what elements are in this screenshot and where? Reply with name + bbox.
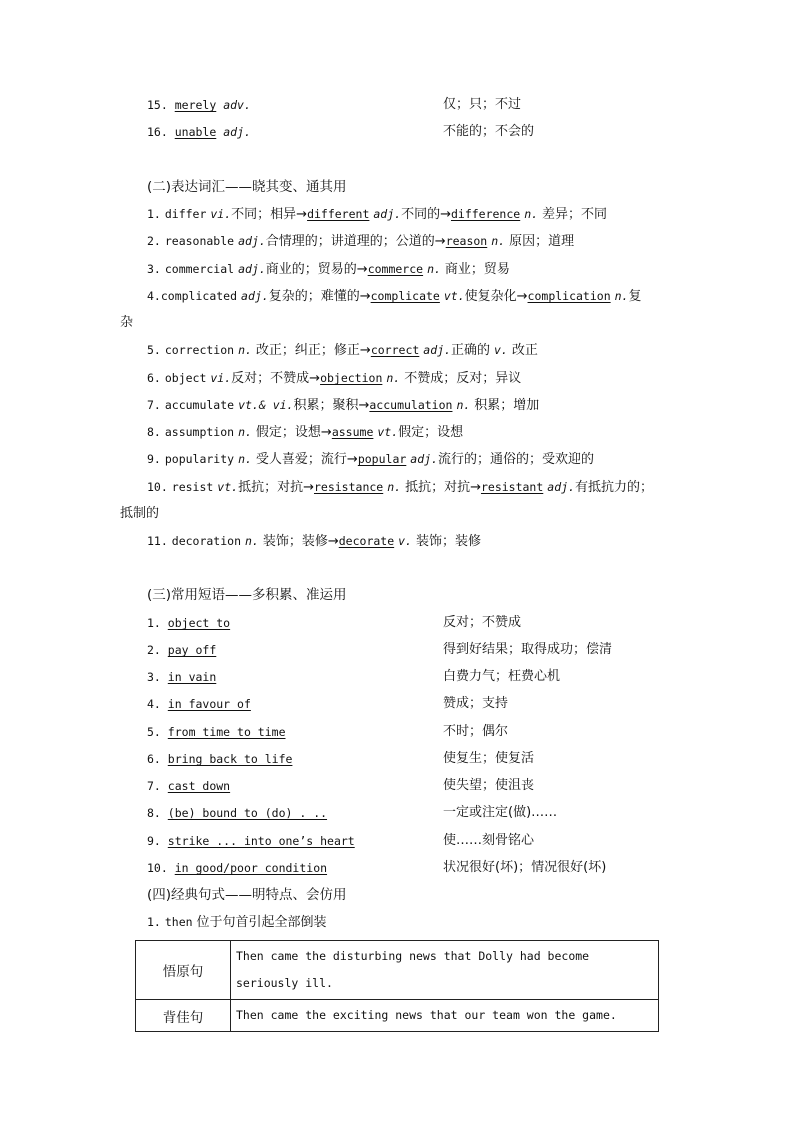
definition: 复杂的；难懂的→ <box>268 289 371 304</box>
vocab-word: merely <box>174 98 217 112</box>
answer-word: complication <box>527 289 611 303</box>
pattern-description: 位于句首引起全部倒装 <box>196 915 327 930</box>
definition: 商业；贸易 <box>444 262 510 277</box>
item-number: 9. <box>147 834 161 848</box>
definition: 抵抗；对抗→ <box>405 480 481 495</box>
definition: 不赞成；反对；异议 <box>404 371 522 386</box>
answer-word: objection <box>320 371 383 385</box>
answer-word: assume <box>331 425 374 439</box>
headword: complicated <box>160 289 238 303</box>
row-label: 背佳句 <box>136 1000 231 1032</box>
definition: 不同的→ <box>401 207 451 222</box>
item-number: 1. <box>147 616 161 630</box>
phrase-meaning: 赞成；支持 <box>443 696 509 711</box>
answer-word: popular <box>357 452 407 466</box>
phrase: object to <box>167 616 231 630</box>
part-of-speech: n. <box>614 289 629 303</box>
item-number: 7. <box>147 398 161 412</box>
example-sentence: Then came the disturbing news that Dolly had become seriously ill. <box>231 941 659 1000</box>
headword: object <box>164 371 207 385</box>
part-of-speech: v. <box>398 534 412 548</box>
part-of-speech: adj. <box>410 452 438 466</box>
item-number: 16. <box>147 125 168 139</box>
phrase-row <box>0 857 794 879</box>
item-number: 11. <box>147 534 168 548</box>
part-of-speech: vt.& vi. <box>238 398 294 412</box>
part-of-speech: n. <box>524 207 539 221</box>
part-of-speech: n. <box>238 425 252 439</box>
headword: resist <box>171 480 214 494</box>
definition: 装饰；装修→ <box>262 534 339 549</box>
word-family-row <box>0 530 794 552</box>
definition: 差异；不同 <box>542 207 608 222</box>
definition: 不同；相异→ <box>231 207 308 222</box>
phrase-meaning: 一定或注定(做)…… <box>443 805 558 820</box>
answer-word: decorate <box>338 534 395 548</box>
word-family-row <box>0 448 794 470</box>
phrase-row <box>0 775 794 797</box>
part-of-speech: n. <box>387 480 402 494</box>
part-of-speech: n. <box>245 534 259 548</box>
phrase: strike ... into one’s heart <box>167 834 355 848</box>
part-of-speech: adj. <box>223 125 251 139</box>
wrapped-line <box>0 312 794 334</box>
item-number: 2. <box>147 643 161 657</box>
definition: 有抵抗力的； <box>574 480 653 495</box>
part-of-speech: n. <box>238 452 252 466</box>
part-of-speech: n. <box>491 234 506 248</box>
phrase-row <box>0 721 794 743</box>
phrase: in vain <box>167 670 217 684</box>
part-of-speech: adj. <box>373 207 402 221</box>
item-number: 5. <box>147 725 161 739</box>
definition-continuation: 抵制的 <box>120 506 160 521</box>
word-family-row <box>0 394 794 416</box>
definition: 假定；设想 <box>398 425 464 440</box>
item-number: 4. <box>147 697 161 711</box>
definition: 改正 <box>511 343 538 358</box>
section2-title: (二)表达词汇——晓其变、通其用 <box>147 179 347 195</box>
part-of-speech: adj. <box>547 480 575 494</box>
table-row <box>136 1000 659 1032</box>
word-family-row <box>0 367 794 389</box>
part-of-speech: adj. <box>238 262 266 276</box>
headword: reasonable <box>164 234 235 248</box>
phrase: in good/poor condition <box>174 861 328 875</box>
section3-title: (三)常用短语——多积累、准运用 <box>147 587 347 603</box>
phrase: in favour of <box>167 697 251 711</box>
word-family-row <box>0 203 794 225</box>
item-number: 8. <box>147 425 161 439</box>
item-number: 8. <box>147 806 161 820</box>
vocab-meaning: 不能的；不会的 <box>443 124 535 139</box>
headword: commercial <box>164 262 235 276</box>
table-row <box>136 941 659 1000</box>
item-number: 6. <box>147 752 161 766</box>
part-of-speech: vt. <box>217 480 239 494</box>
keyword: then <box>164 915 193 929</box>
part-of-speech: n. <box>456 398 471 412</box>
answer-word: complicate <box>370 289 440 303</box>
part-of-speech: n. <box>386 371 401 385</box>
definition: 假定；设想→ <box>255 425 332 440</box>
item-number: 7. <box>147 779 161 793</box>
headword: assumption <box>164 425 235 439</box>
part-of-speech: vt. <box>443 289 465 303</box>
item-number: 15. <box>147 98 168 112</box>
phrase: cast down <box>167 779 231 793</box>
sentence-pattern-heading <box>0 911 794 933</box>
phrase-meaning: 不时；偶尔 <box>443 724 509 739</box>
definition: 装饰；装修 <box>415 534 481 549</box>
item-number: 3. <box>147 262 161 276</box>
phrase-row <box>0 612 794 634</box>
phrase-row <box>0 639 794 661</box>
phrase: from time to time <box>167 725 286 739</box>
item-number: 3. <box>147 670 161 684</box>
part-of-speech: adj. <box>241 289 269 303</box>
item-number: 5. <box>147 343 161 357</box>
headword: decoration <box>171 534 242 548</box>
definition: 流行的；通俗的；受欢迎的 <box>437 452 594 467</box>
phrase-meaning: 使……刻骨铭心 <box>443 833 535 848</box>
part-of-speech: vi. <box>210 207 232 221</box>
item-number: 1. <box>147 915 161 929</box>
answer-word: commerce <box>367 262 424 276</box>
section-heading <box>0 176 794 198</box>
phrase-row <box>0 748 794 770</box>
definition: 商业的；贸易的→ <box>265 262 368 277</box>
definition: 改正；纠正；修正→ <box>255 343 371 358</box>
phrase-meaning: 使失望；使沮丧 <box>443 778 535 793</box>
definition: 积累；聚积→ <box>293 398 370 413</box>
row-label: 悟原句 <box>136 941 231 1000</box>
item-number: 10. <box>147 480 168 494</box>
headword: popularity <box>164 452 235 466</box>
definition: 复 <box>628 289 642 304</box>
answer-word: different <box>307 207 370 221</box>
answer-word: correct <box>370 343 420 357</box>
section4-title: (四)经典句式——明特点、会仿用 <box>147 887 347 903</box>
part-of-speech: n. <box>427 262 441 276</box>
headword: accumulate <box>164 398 235 412</box>
vocab-row <box>0 121 794 143</box>
vocab-word: unable <box>174 125 217 139</box>
item-number: 1. <box>147 207 161 221</box>
phrase-meaning: 使复生；使复活 <box>443 751 535 766</box>
phrase-row <box>0 802 794 824</box>
part-of-speech: v. <box>493 343 508 357</box>
item-number: 6. <box>147 371 161 385</box>
vocab-row <box>0 94 794 116</box>
part-of-speech: vt. <box>377 425 399 439</box>
definition: 原因；道理 <box>509 234 575 249</box>
item-number: 4. <box>147 289 161 303</box>
phrase-meaning: 白费力气；枉费心机 <box>443 669 561 684</box>
phrase-row <box>0 693 794 715</box>
word-family-row <box>0 476 794 498</box>
part-of-speech: adv. <box>223 98 251 112</box>
phrase: bring back to life <box>167 752 293 766</box>
phrase: (be) bound to (do) . .. <box>167 806 328 820</box>
phrase: pay off <box>167 643 217 657</box>
headword: correction <box>164 343 235 357</box>
definition: 合情理的；讲道理的；公道的→ <box>265 234 446 249</box>
definition: 正确的 <box>450 343 490 358</box>
phrase-row <box>0 830 794 852</box>
example-table <box>135 940 659 1032</box>
definition: 受人喜爱；流行→ <box>255 452 358 467</box>
phrase-meaning: 得到好结果；取得成功；偿清 <box>443 642 613 657</box>
section-heading <box>0 884 794 906</box>
part-of-speech: n. <box>238 343 252 357</box>
definition: 积累；增加 <box>474 398 540 413</box>
answer-word: accumulation <box>369 398 453 412</box>
definition: 抵抗；对抗→ <box>238 480 314 495</box>
item-number: 2. <box>147 234 161 248</box>
section-heading <box>0 584 794 606</box>
definition: 使复杂化→ <box>464 289 528 304</box>
example-sentence: Then came the exciting news that our team won the game. <box>231 1000 659 1032</box>
headword: differ <box>164 207 207 221</box>
answer-word: difference <box>450 207 521 221</box>
definition: 反对；不赞成→ <box>231 371 321 386</box>
phrase-meaning: 状况很好(坏)；情况很好(坏) <box>443 860 607 875</box>
word-family-row <box>0 339 794 361</box>
word-family-row <box>0 230 794 252</box>
answer-word: resistant <box>480 480 544 494</box>
item-number: 10. <box>147 861 168 875</box>
vocab-meaning: 仅；只；不过 <box>443 97 522 112</box>
part-of-speech: vi. <box>210 371 232 385</box>
part-of-speech: adj. <box>423 343 451 357</box>
definition-continuation: 杂 <box>120 315 134 330</box>
word-family-row <box>0 421 794 443</box>
wrapped-line <box>0 503 794 525</box>
phrase-meaning: 反对；不赞成 <box>443 615 522 630</box>
word-family-row <box>0 285 794 307</box>
part-of-speech: adj. <box>238 234 266 248</box>
answer-word: resistance <box>313 480 384 494</box>
phrase-row <box>0 666 794 688</box>
word-family-row <box>0 258 794 280</box>
item-number: 9. <box>147 452 161 466</box>
answer-word: reason <box>445 234 488 248</box>
